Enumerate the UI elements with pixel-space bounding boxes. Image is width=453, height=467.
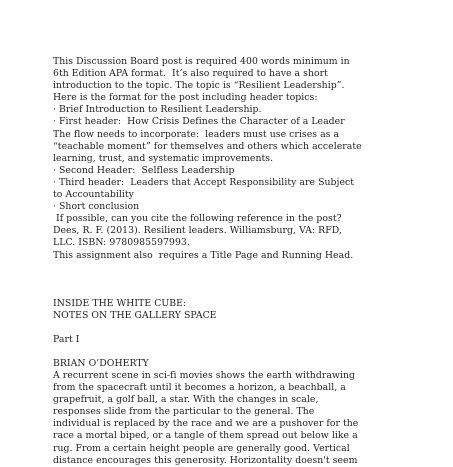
bullet-item: · Brief Introduction to Resilient Leadership. xyxy=(53,104,262,116)
body-line: grapefruit, a golf ball, a star. With the changes in scale, xyxy=(53,394,319,406)
bullet-item: · First header: How Crisis Defines the Character of a Leader xyxy=(53,116,345,128)
article-body xyxy=(53,370,449,467)
text-line: 6th Edition APA format. It’s also required to have a short xyxy=(53,68,328,80)
spacer xyxy=(53,346,449,358)
article-subtitle: NOTES ON THE GALLERY SPACE xyxy=(53,309,217,321)
reference-line: Dees, R. F. (2013). Resilient leaders. Williamsburg, VA: RFD, xyxy=(53,225,342,237)
body-line: race a mortal biped, or a tangle of them spread out below like a xyxy=(53,430,358,442)
bullet-item: · Short conclusion xyxy=(53,201,140,213)
body-line: distance encourages this generosity. Horizontality doesn't seem xyxy=(53,454,358,466)
body-line: responses slide from the particular to the general. The xyxy=(53,406,315,418)
body-line: rug. From a certain height people are generally good. Vertical xyxy=(53,442,350,454)
text-line: The flow needs to incorporate: leaders must use crises as a xyxy=(53,128,340,140)
text-line: Here is the format for the post including header topics: xyxy=(53,92,318,104)
author-name: BRIAN O’DOHERTY xyxy=(53,357,149,369)
article-header xyxy=(53,298,449,322)
article-title: INSIDE THE WHITE CUBE: xyxy=(53,297,187,309)
body-line: individual is replaced by the race and we are a pushover for the xyxy=(53,418,359,430)
bullet-item: · Third header: Leaders that Accept Responsibility are Subject xyxy=(53,176,355,188)
reference-line: LLC. ISBN: 9780985597993. xyxy=(53,237,190,249)
text-line: This Discussion Board post is required 400 words minimum in xyxy=(53,56,350,67)
part-label: Part I xyxy=(53,333,80,345)
text-line: “teachable moment” for themselves and others which accelerate xyxy=(53,140,362,152)
body-line: from the spacecraft until it becomes a horizon, a beachball, a xyxy=(53,382,346,394)
body-line: A recurrent scene in sci-fi movies shows the earth withdrawing xyxy=(53,369,355,381)
text-line: This assignment also requires a Title Page and Running Head. xyxy=(53,249,354,261)
text-line: If possible, can you cite the following reference in the post? xyxy=(53,213,342,225)
document-page xyxy=(53,56,449,467)
text-line: introduction to the topic. The topic is “Resilient Leadership”. xyxy=(53,80,345,92)
text-line: to Accountability xyxy=(53,189,134,201)
spacer xyxy=(53,322,449,334)
spacer xyxy=(53,262,449,298)
text-line: learning, trust, and systematic improvements. xyxy=(53,152,274,164)
bullet-item: · Second Header: Selfless Leadership xyxy=(53,164,235,176)
assignment-instructions xyxy=(53,56,449,262)
